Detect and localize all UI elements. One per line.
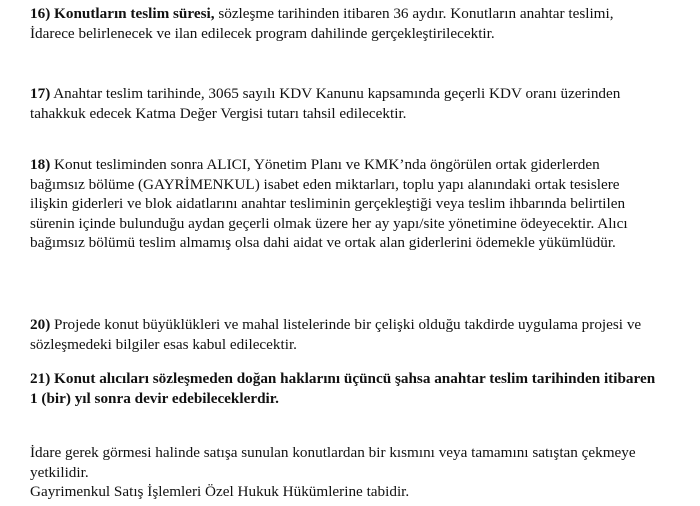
clause-18-line-3: ilişkin giderleri ve blok aidatlarını anahtar tesliminin gerçekleştiği veya teslim ihbarında belirtilen bbox=[30, 195, 626, 212]
clause-17-number: 17) bbox=[30, 85, 51, 102]
clause-20-number: 20) bbox=[30, 316, 51, 333]
clause-18-line-4: sürenin içinde bulunduğu aydan geçerli olmak üzere her ay yapı/site yönetimine ödeyecektir. Alıcı bbox=[30, 214, 628, 232]
clause-16-line-1 bbox=[30, 4, 680, 24]
clause-18-text: Konut tesliminden sonra ALICI, Yönetim Planı ve KMK’nda öngörülen ortak giderlerden bbox=[50, 156, 600, 173]
clause-18-line-1 bbox=[30, 155, 680, 175]
clause-20-line-1 bbox=[30, 315, 680, 335]
clause-16-line-2: İdarece belirlenecek ve ilan edilecek program dahilinde gerçekleştirilecektir. bbox=[30, 24, 495, 42]
clause-20-text: Projede konut büyüklükleri ve mahal listelerinde bir çelişki olduğu takdirde uygulama projesi ve bbox=[50, 316, 642, 333]
clause-17 bbox=[30, 84, 680, 123]
clause-16-number: 16) bbox=[30, 5, 51, 22]
clause-17-text: Anahtar teslim tarihinde, 3065 sayılı KDV Kanunu kapsamında geçerli KDV oranı üzerinden bbox=[50, 85, 621, 102]
clause-20-line-2: sözleşmedeki bilgiler esas kabul edilecektir. bbox=[30, 335, 297, 353]
closing-note bbox=[30, 443, 680, 502]
clause-16 bbox=[30, 4, 680, 43]
clause-21-line-2: 1 (bir) yıl sonra devir edebileceklerdir. bbox=[30, 389, 279, 407]
clause-20 bbox=[30, 315, 680, 354]
clause-16-text: sözleşme tarihinden itibaren 36 aydır. Konutların anahtar teslimi, bbox=[214, 5, 614, 22]
clause-21 bbox=[30, 369, 680, 408]
closing-note-line-3: Gayrimenkul Satış İşlemleri Özel Hukuk Hükümlerine tabidir. bbox=[30, 483, 410, 500]
closing-note-line-2: yetkilidir. bbox=[30, 463, 89, 481]
clause-16-title: Konutların teslim süresi, bbox=[54, 5, 215, 22]
clause-17-line-2: tahakkuk edecek Katma Değer Vergisi tutarı tahsil edilecektir. bbox=[30, 104, 407, 122]
clause-18-line-5: bağımsız bölümü teslim almamış olsa dahi aidat ve ortak alan giderlerini ödemekle yükümlüdür. bbox=[30, 234, 616, 251]
clause-17-line-1 bbox=[30, 84, 680, 104]
closing-note-line-1: İdare gerek görmesi halinde satışa sunulan konutlardan bir kısmını veya tamamını satıştan çekmeye bbox=[30, 444, 636, 461]
clause-18-line-2: bağımsız bölüme (GAYRİMENKUL) isabet eden miktarları, toplu yapı alanındaki ortak tesislere bbox=[30, 175, 620, 193]
clause-21-line-1: 21) Konut alıcıları sözleşmeden doğan haklarını üçüncü şahsa anahtar teslim tarihinden itibaren bbox=[30, 370, 656, 387]
clause-18-number: 18) bbox=[30, 156, 51, 173]
clause-18 bbox=[30, 155, 680, 253]
